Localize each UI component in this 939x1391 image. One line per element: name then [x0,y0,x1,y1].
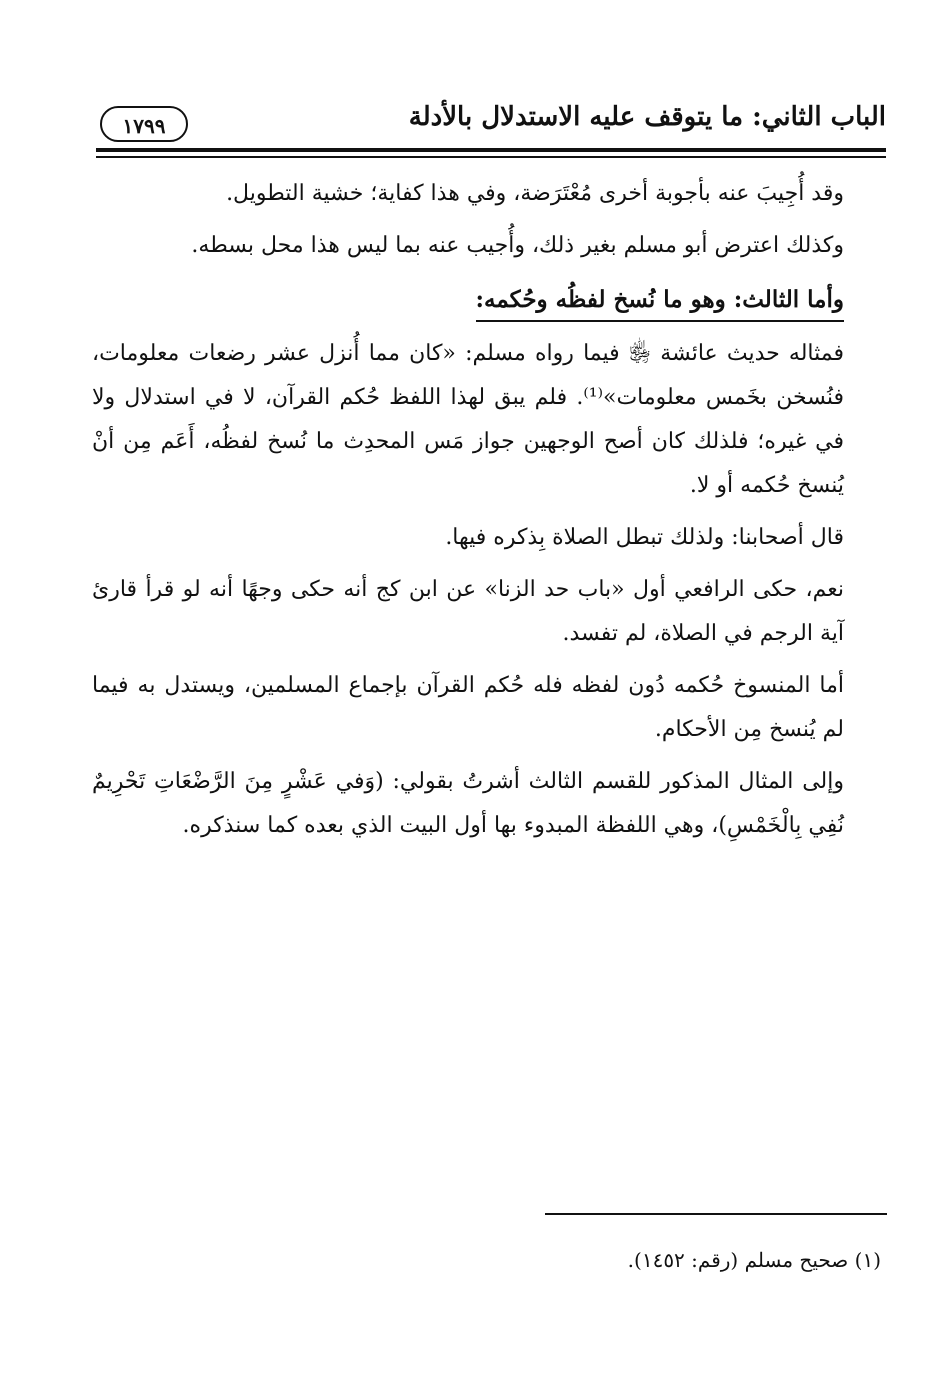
paragraph-1: وقد أُجِيبَ عنه بأجوبة أخرى مُعْتَرَضة، وفي هذا كفاية؛ خشية التطويل. [226,181,844,206]
footnote-separator [545,1213,887,1215]
paragraph-2: وكذلك اعترض أبو مسلم بغير ذلك، وأُجيب عنه بما ليس هذا محل بسطه. [191,233,844,258]
paragraph-4: قال أصحابنا: ولذلك تبطل الصلاة بِذكره فيها. [445,525,844,550]
main-text [92,172,844,856]
page-header [96,96,886,148]
paragraph-3: فمثاله حديث عائشة ﵂ فيما رواه مسلم: «كان مما أُنزل عشر رضعات معلومات، فنُسخن بخَمس معلومات»⁽¹⁾. فلم يبق لهذا اللفظ حُكم القرآن، لا في استدلال ولا في غيره؛ فلذلك كان أصح الوجهين جواز مَس المحدِث ما نُسخ لفظُه، أَعَم مِن أنْ يُنسخ حُكمه أو لا. [92,341,845,498]
paragraph-7: وإلى المثال المذكور للقسم الثالث أشرتُ بقولي: (وَفي عَشْرٍ مِنَ الرَّضْعَاتِ تَحْرِيمٌ نُفِي بِالْخَمْسِ)، وهي اللفظة المبدوء بها أول البيت الذي بعده كما سنذكره. [92,769,844,838]
header-rule-thick [96,148,886,152]
paragraph-5: نعم، حكى الرافعي أول «باب حد الزنا» عن ابن كج أنه حكى وجهًا أنه لو قرأ قارئ آية الرجم في الصلاة، لم تفسد. [92,577,844,646]
page-number-badge: ١٧٩٩ [100,106,188,142]
footnote: (١) صحيح مسلم (رقم: ١٤٥٢). [627,1248,881,1272]
paragraph-6: أما المنسوخ حُكمه دُون لفظه فله حُكم القرآن بإجماع المسلمين، ويستدل به فيما لم يُنسخ مِن الأحكام. [92,673,844,742]
section-heading: وأما الثالث: وهو ما نُسخ لفظُه وحُكمه: [476,280,845,322]
header-rule-thin [96,156,886,158]
running-title: الباب الثاني: ما يتوقف عليه الاستدلال بالأدلة [408,102,886,132]
